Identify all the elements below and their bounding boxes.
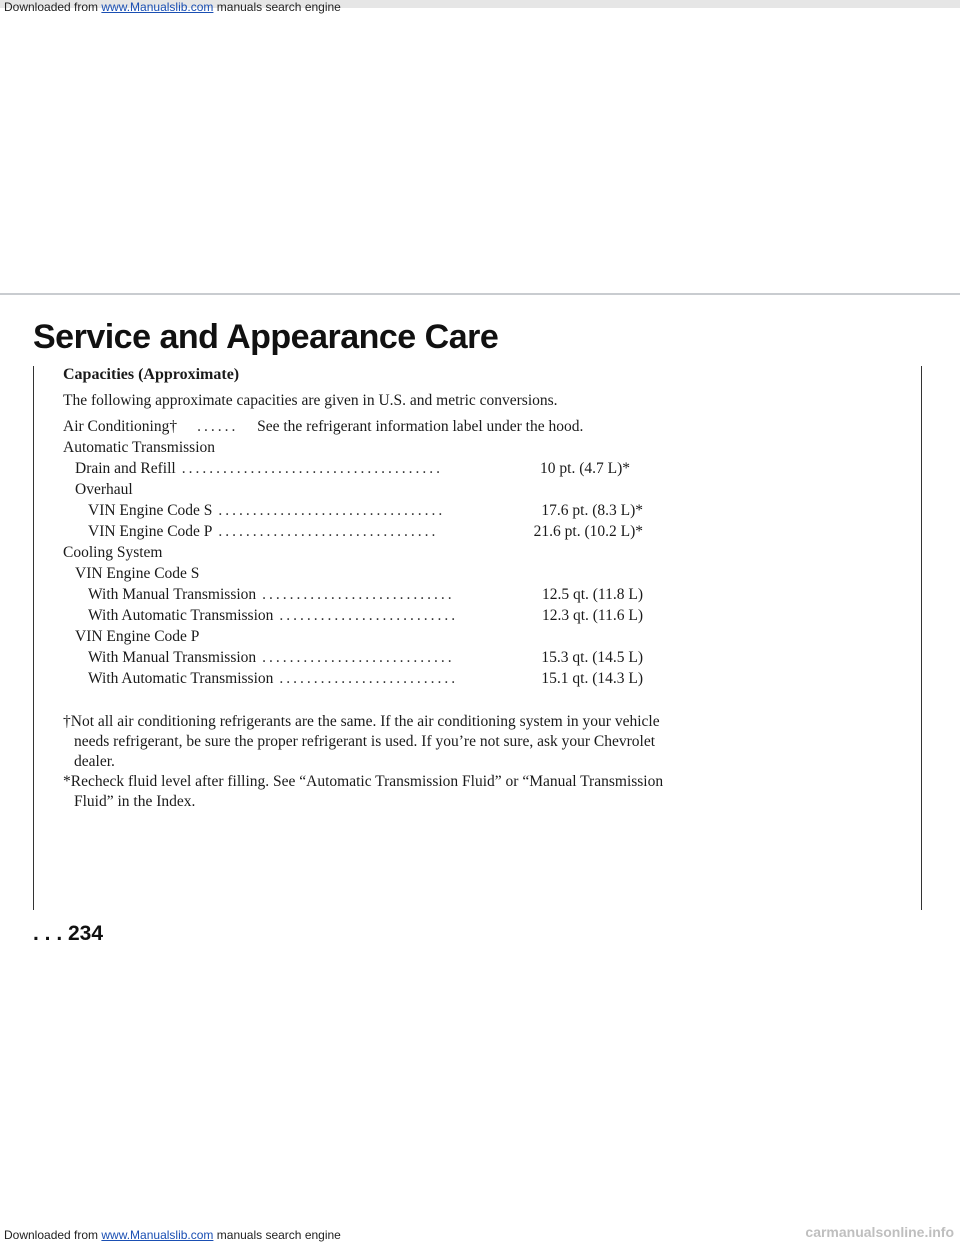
- section-title: Service and Appearance Care: [33, 318, 499, 356]
- right-margin-rule: [921, 366, 922, 910]
- capacity-value: 10 pt. (4.7 L)*: [540, 460, 630, 477]
- capacity-value: 15.3 qt. (14.5 L): [541, 649, 643, 666]
- footnote-asterisk: *Recheck fluid level after filling. See “Automatic Transmission Fluid” or “Manual Transmission Fluid” in the Index.: [63, 773, 664, 810]
- capacity-row: [63, 584, 643, 605]
- capacity-value: 21.6 pt. (10.2 L)*: [533, 523, 643, 540]
- capacity-row: [63, 563, 763, 584]
- source-suffix: manuals search engine: [213, 1228, 341, 1242]
- watermark: carmanualsonline.info: [805, 1224, 954, 1240]
- leader-dots: ............................: [262, 586, 455, 603]
- capacities-content: [63, 364, 763, 689]
- page-top-rule: [0, 293, 960, 295]
- footnotes: [63, 712, 683, 812]
- capacity-row: [63, 647, 643, 668]
- capacity-list: [63, 416, 763, 689]
- capacity-label: With Manual Transmission: [88, 649, 257, 666]
- capacity-row: [63, 416, 763, 437]
- leader-dots: ..........................: [279, 670, 459, 687]
- leader-dots: ..........................: [279, 607, 459, 624]
- source-prefix: Downloaded from: [4, 0, 102, 14]
- capacity-label: VIN Engine Code S: [88, 502, 213, 519]
- manualslib-link[interactable]: www.Manualslib.com: [101, 0, 214, 14]
- capacity-label: VIN Engine Code P: [88, 523, 213, 540]
- capacity-label: With Automatic Transmission: [88, 607, 274, 624]
- capacity-label: Automatic Transmission: [63, 439, 216, 456]
- source-attribution-bottom: [4, 1228, 341, 1242]
- capacity-value: 17.6 pt. (8.3 L)*: [541, 502, 643, 519]
- footnote-dagger: †Not all air conditioning refrigerants are the same. If the air conditioning system in your vehicle needs refrigerant, be sure the proper refrigerant is used. If you’re not sure, ask your Chevrolet dealer.: [63, 713, 660, 770]
- capacity-value: See the refrigerant information label under the hood.: [257, 418, 584, 435]
- subheading: Capacities (Approximate): [63, 366, 240, 383]
- capacity-label: Drain and Refill: [75, 460, 176, 477]
- capacity-label: With Manual Transmission: [88, 586, 257, 603]
- manualslib-link[interactable]: www.Manualslib.com: [101, 1228, 214, 1242]
- capacity-row: [63, 500, 643, 521]
- capacity-value: 12.3 qt. (11.6 L): [541, 607, 643, 624]
- capacity-row: [63, 437, 763, 458]
- source-attribution-top: [4, 0, 341, 14]
- leader-dots: ............................: [262, 649, 455, 666]
- capacity-row: [63, 458, 630, 479]
- capacity-label: VIN Engine Code P: [75, 628, 200, 645]
- capacity-row: [63, 605, 643, 626]
- capacity-value: 15.1 qt. (14.3 L): [541, 670, 643, 687]
- source-suffix: manuals search engine: [213, 0, 341, 14]
- capacity-label: Cooling System: [63, 544, 163, 561]
- page-number: . . . 234: [33, 922, 104, 945]
- capacity-row: [63, 479, 763, 500]
- capacity-label: Air Conditioning†: [63, 418, 178, 435]
- capacity-label: Overhaul: [75, 481, 133, 498]
- left-margin-rule: [33, 366, 34, 910]
- leader-dots: ................................: [218, 523, 439, 540]
- capacity-label: With Automatic Transmission: [88, 670, 274, 687]
- leader-dots: ......................................: [181, 460, 443, 477]
- capacity-row: [63, 542, 763, 563]
- leader-dots: ......: [197, 418, 239, 435]
- capacity-label: VIN Engine Code S: [75, 565, 200, 582]
- capacity-row: [63, 626, 763, 647]
- capacity-value: 12.5 qt. (11.8 L): [541, 586, 643, 603]
- source-prefix: Downloaded from: [4, 1228, 102, 1242]
- capacity-row: [63, 668, 643, 689]
- intro-text: The following approximate capacities are given in U.S. and metric conversions.: [63, 392, 558, 409]
- leader-dots: .................................: [218, 502, 446, 519]
- capacity-row: [63, 521, 643, 542]
